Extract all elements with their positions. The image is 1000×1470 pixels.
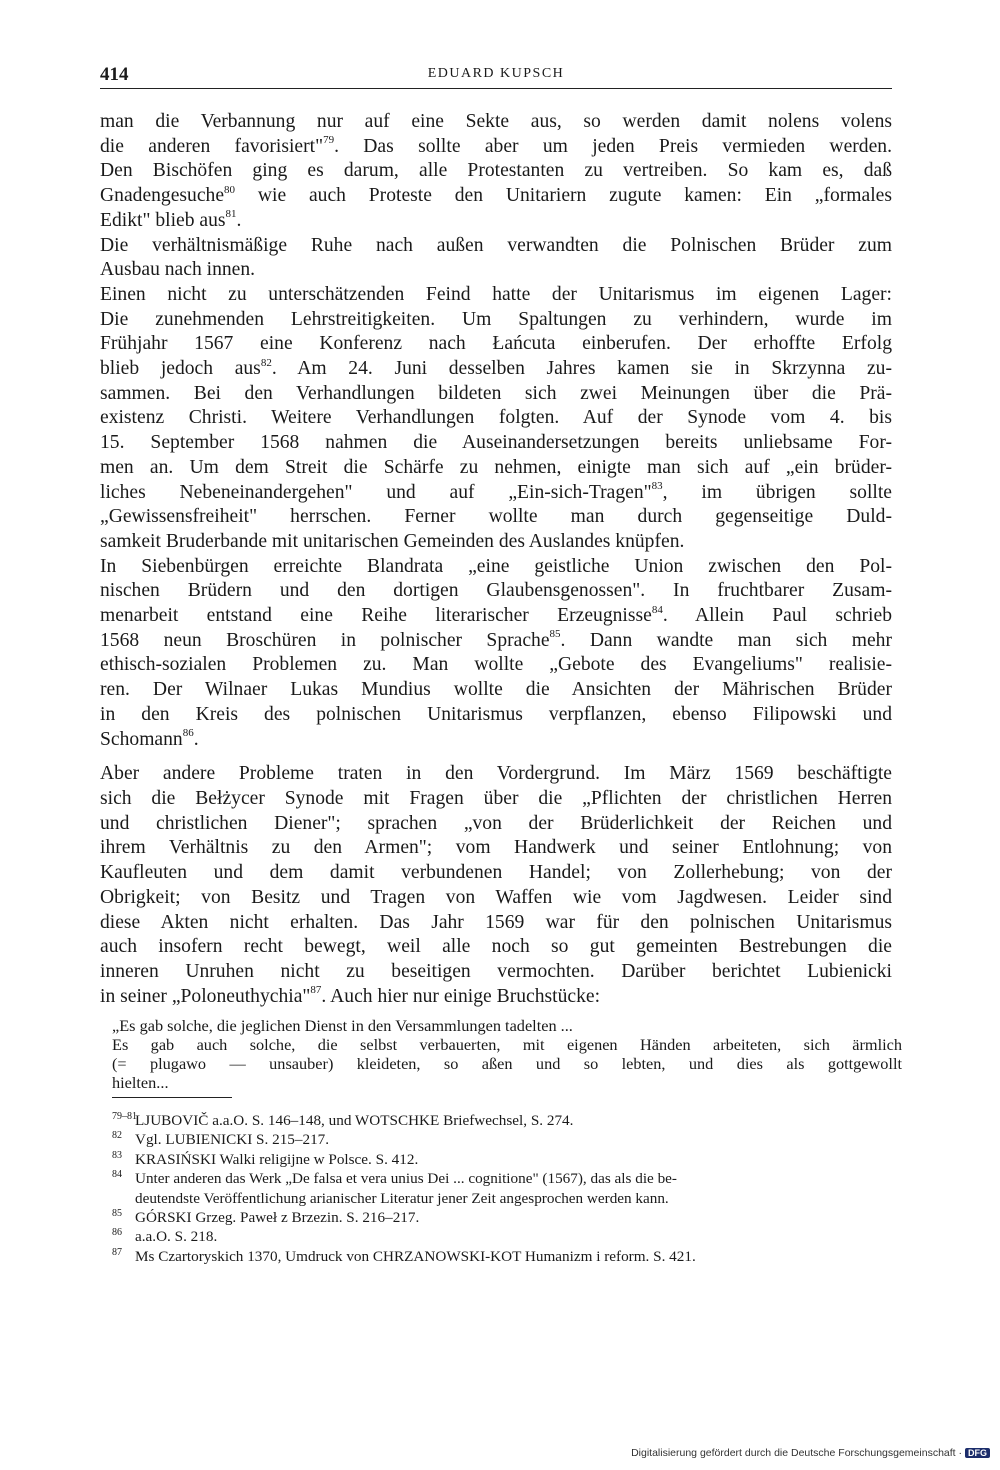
footnote <box>112 1189 912 1208</box>
footnote-marker[interactable]: 81 <box>225 208 237 221</box>
text-line: „Es gab solche, die jeglichen Dienst in den Versammlungen tadelten ... <box>112 1016 573 1035</box>
text-line: Aber andere Probleme traten in den Vordergrund. Im März 1569 beschäftigte <box>100 763 892 785</box>
body-text <box>100 110 892 1009</box>
footnote-marker[interactable]: 87 <box>310 984 322 997</box>
footnote: 86 a.a.O. S. 218. <box>112 1227 218 1246</box>
text-line: menarbeit entstand eine Reihe literarischer Erzeugnisse$^{84}$. Allein Paul schrieb <box>100 604 892 627</box>
footnote-text: Vgl. LUBIENICKI S. 215–217. <box>135 1131 330 1149</box>
text-line: in den Kreis des polnischen Unitarismus verpflanzen, ebenso Filipowski und <box>100 703 892 725</box>
block-quote <box>112 1016 902 1092</box>
footnote-text: deutendste Veröffentlichung arianischer Literatur jener Zeit angesprochen werden kann. <box>135 1189 669 1207</box>
text-line: inneren Unruhen nicht zu beseitigen vermochten. Darüber berichtet Lubienicki <box>100 960 892 982</box>
text-line: sich die Bełżycer Synode mit Fragen über die „Pflichten der christlichen Herren <box>100 787 892 809</box>
footnote: 85 GÓRSKI Grzeg. Paweł z Brzezin. S. 216–217. <box>112 1208 420 1227</box>
text-line: Schomann$^{86}$. <box>100 727 199 750</box>
footnote: 83 KRASIŃSKI Walki religijne w Polsce. S. 412. <box>112 1149 419 1168</box>
text-line: und christlichen Diener"; sprachen „von der Brüderlichkeit der Reichen und <box>100 812 892 834</box>
text-line: in seiner „Poloneuthychia"$^{87}$. Auch hier nur einige Bruchstücke: <box>100 984 601 1007</box>
text-line: die anderen favorisiert"$^{79}$. Das sollte aber um jeden Preis vermieden werden. <box>100 134 892 157</box>
text-line: Kaufleuten und dem damit verbundenen Handel; von Zollerhebung; von der <box>100 862 892 884</box>
dfg-logo: DFG <box>965 1448 990 1458</box>
footnote-text: Ms Czartoryskich 1370, Umdruck von CHRZANOWSKI-KOT Humanizm i reform. S. 421. <box>135 1247 696 1265</box>
text-line: Den Bischöfen ging es darum, alle Protestanten zu vertreiben. So kam es, daß <box>100 160 892 182</box>
text-line: hielten... <box>112 1073 169 1092</box>
credit-text: Digitalisierung gefördert durch die Deutsche Forschungsgemeinschaft · <box>631 1447 962 1459</box>
footnote-divider <box>112 1097 232 1098</box>
text-line: „Gewissensfreiheit" herrschen. Ferner wollte man durch gegenseitige Duld- <box>100 506 892 528</box>
text-line: Gnadengesuche$^{80}$ wie auch Proteste den Unitariern zugute kamen: Ein „formales <box>100 184 892 207</box>
footnote-marker[interactable]: 86 <box>182 727 194 740</box>
footnote: 87 Ms Czartoryskich 1370, Umdruck von CHRZANOWSKI-KOT Humanizm i reform. S. 421. <box>112 1246 696 1265</box>
text-line: Die verhältnismäßige Ruhe nach außen verwandten die Polnischen Brüder zum <box>100 234 892 256</box>
text-line: existenz Christi. Weitere Verhandlungen folgten. Auf der Synode vom 4. bis <box>100 407 892 429</box>
digitization-credit <box>631 1447 990 1459</box>
paragraph <box>100 555 892 753</box>
footnote-marker[interactable]: 84 <box>651 604 663 616</box>
footnote: 79–81LJUBOVIČ a.a.O. S. 146–148, und WOTSCHKE Briefwechsel, S. 274. <box>112 1111 574 1129</box>
text-line: ethisch-sozialen Problemen zu. Man wollte „Gebote des Evangeliums" realisie- <box>100 654 892 676</box>
paragraph <box>100 234 892 283</box>
text-line: man die Verbannung nur auf eine Sekte aus, so werden damit nolens volens <box>100 111 892 132</box>
footnote: 82 Vgl. LUBIENICKI S. 215–217. <box>112 1130 330 1149</box>
text-line: blieb jedoch aus$^{82}$. Am 24. Juni desselben Jahres kamen sie in Skrzynna zu- <box>100 357 892 380</box>
text-line: Edikt" blieb aus$^{81}$. <box>100 208 242 231</box>
footnote-marker[interactable]: 83 <box>651 480 663 493</box>
text-line: ihrem Verhältnis zu den Armen"; vom Handwerk und seiner Entlohnung; von <box>100 837 892 859</box>
text-line: samkeit Bruderbande mit unitarischen Gemeinden des Auslandes knüpfen. <box>100 530 685 552</box>
paragraph <box>100 283 892 555</box>
footnote-text: a.a.O. S. 218. <box>135 1228 218 1246</box>
text-line: ren. Der Wilnaer Lukas Mundius wollte die Ansichten der Mährischen Brüder <box>100 679 892 701</box>
text-line: Frühjahr 1567 eine Konferenz nach Łańcuta einberufen. Der erhoffte Erfolg <box>100 333 892 355</box>
footnote-marker[interactable]: 80 <box>224 184 236 196</box>
paragraph <box>100 110 892 234</box>
text-line: Die zunehmenden Lehrstreitigkeiten. Um Spaltungen zu verhindern, wurde im <box>100 308 892 330</box>
text-line: Einen nicht zu unterschätzenden Feind hatte der Unitarismus im eigenen Lager: <box>100 283 892 305</box>
footnote-marker[interactable]: 82 <box>260 357 272 369</box>
footnote-text: LJUBOVIČ a.a.O. S. 146–148, und WOTSCHKE Briefwechsel, S. 274. <box>135 1112 574 1129</box>
footnote-text: Unter anderen das Werk „De falsa et vera unius Dei ... cognitione" (1567), das als die be- <box>135 1170 677 1188</box>
page-header <box>100 58 892 89</box>
footnote: 84 Unter anderen das Werk „De falsa et vera unius Dei ... cognitione" (1567), das als die be- <box>112 1169 677 1188</box>
text-line: (= plugawo — unsauber) kleideten, so aßen und so lebten, und dies als gottgewollt <box>112 1054 902 1073</box>
text-line: In Siebenbürgen erreichte Blandrata „eine geistliche Union zwischen den Pol- <box>100 555 892 577</box>
footnote-text: KRASIŃSKI Walki religijne w Polsce. S. 412. <box>135 1150 419 1168</box>
text-line: Es gab auch solche, die selbst verbauerten, mit eigenen Händen arbeiteten, sich ärmlich <box>112 1035 902 1054</box>
text-line: nischen Brüdern und den dortigen Glaubensgenossen". In fruchtbarer Zusam- <box>100 580 892 602</box>
footnote-marker[interactable]: 79 <box>323 134 335 147</box>
footnotes <box>112 1111 912 1266</box>
text-line: Obrigkeit; von Besitz und Tragen von Waffen wie vom Jagdwesen. Leider sind <box>100 886 892 908</box>
footnote-text: GÓRSKI Grzeg. Paweł z Brzezin. S. 216–217. <box>135 1209 420 1227</box>
text-line: Ausbau nach innen. <box>100 259 256 281</box>
running-head: EDUARD KUPSCH <box>427 66 565 81</box>
text-line: liches Nebeneinandergehen" und auf „Ein-sich-Tragen"$^{83}$, im übrigen sollte <box>100 480 892 503</box>
text-line: auch insofern recht bewegt, weil alle noch so gut gemeinten Bestrebungen die <box>100 936 892 958</box>
page-number: 414 <box>100 64 129 85</box>
text-line: men an. Um dem Streit die Schärfe zu nehmen, einigte man sich auf „ein brüder- <box>100 456 892 478</box>
text-line: diese Akten nicht erhalten. Das Jahr 1569 war für den polnischen Unitarismus <box>100 911 892 933</box>
text-line: sammen. Bei den Verhandlungen bildeten sich zwei Meinungen über die Prä- <box>100 382 892 404</box>
footnote-marker[interactable]: 85 <box>549 628 561 641</box>
text-line: 15. September 1568 nahmen die Auseinandersetzungen bereits unliebsame For- <box>100 432 892 454</box>
paragraph <box>100 762 892 1009</box>
text-line: 1568 neun Broschüren in polnischer Sprache$^{85}$. Dann wandte man sich mehr <box>100 628 892 651</box>
